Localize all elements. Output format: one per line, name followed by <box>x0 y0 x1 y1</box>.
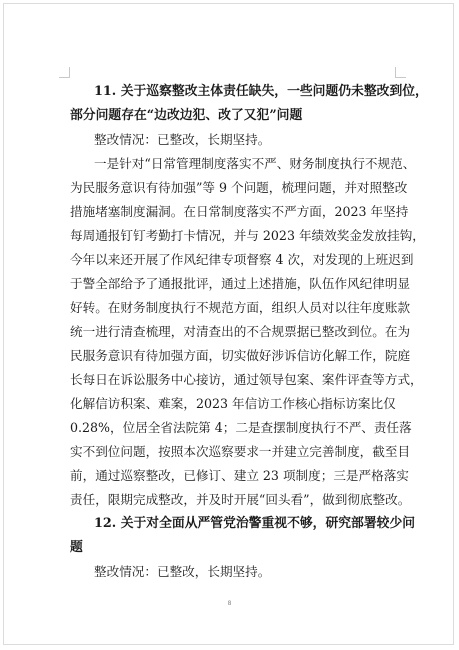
status-11-text: 整改情况：已整改，长期坚持。 <box>94 132 271 147</box>
body-line: 一是针对“日常管理制度落实不严、财务制度执行不规范、 <box>94 156 416 171</box>
heading-11-line-2: 部分问题存在“边改边犯、改了又犯”问题 <box>70 108 303 123</box>
body-line: 好转。在财务制度执行不规范方面，组织人员对以往年度账款 <box>70 300 411 315</box>
body-line: 今年以来还开展了作风纪律专项督察 4 次，对发现的上班迟到 <box>70 252 414 267</box>
page-number: 8 <box>227 600 232 607</box>
body-line: 统一进行清查梳理，对清查出的不合规票据已整改到位。在为 <box>70 324 411 339</box>
status-11 <box>70 128 396 152</box>
section-heading-11 <box>70 80 428 128</box>
document-body <box>70 76 428 584</box>
body-paragraph <box>70 152 425 512</box>
body-line: 责任，限期完成整改，并及时开展“回头看”，做到彻底整改。 <box>70 492 411 507</box>
body-line: 0.28%，位居全省法院第 4；二是查摆制度执行不严、责任落 <box>70 420 412 435</box>
heading-12-line-2: 题 <box>70 540 83 555</box>
body-line: 前，通过巡察整改，已修订、建立 23 项制度；三是严格落实 <box>70 468 409 483</box>
body-line: 民服务意识有待加强方面，切实做好涉诉信访化解工作，院庭 <box>70 348 411 363</box>
body-line: 于警全部给予了通报批评，通过上述措施，队伍作风纪律明显 <box>70 276 411 291</box>
crop-mark-top-right <box>395 67 406 78</box>
section-heading-12 <box>70 512 416 560</box>
heading-12-line-1: 12. 关于对全面从严管党治警重视不够，研究部署较少问 <box>94 516 416 531</box>
body-line: 每周通报钉钉考勤打卡情况，并与 2023 年绩效奖金发放挂钩， <box>70 228 425 243</box>
status-12 <box>70 560 396 584</box>
body-line: 长每日在诉讼服务中心接访，通过领导包案、案件评查等方式， <box>70 372 423 387</box>
body-line: 实不到位问题，按照本次巡察要求一并建立完善制度，截至目 <box>70 444 411 459</box>
body-line: 化解信访积案、难案，2023 年信访工作核心指标访案比仅 <box>70 396 396 411</box>
body-line: 为民服务意识有待加强”等 9 个问题，梳理问题，并对照整改 <box>70 180 408 195</box>
body-line: 措施堵塞制度漏洞。在日常制度落实不严方面，2023 年坚持 <box>70 204 409 219</box>
crop-mark-top-left <box>59 67 70 78</box>
status-12-text: 整改情况：已整改，长期坚持。 <box>94 564 271 579</box>
heading-11-line-1: 11. 关于巡察整改主体责任缺失，一些问题仍未整改到位， <box>94 84 428 99</box>
